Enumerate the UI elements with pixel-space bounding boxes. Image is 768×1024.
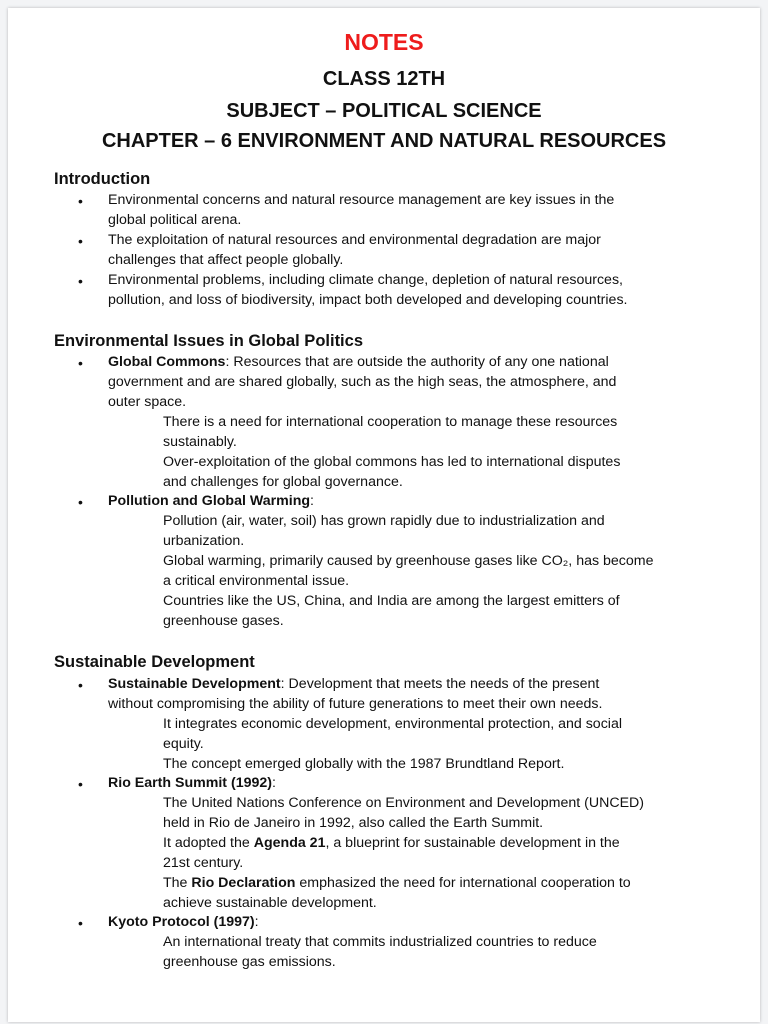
intro-line: Environmental concerns and natural resource management are key issues in the xyxy=(108,192,615,208)
rio-declaration-term: Rio Declaration xyxy=(191,875,296,891)
chapter-heading: CHAPTER – 6 ENVIRONMENT AND NATURAL RESOURCES xyxy=(101,130,667,152)
bullet-icon: • xyxy=(78,193,83,209)
rio-sub xyxy=(163,833,620,853)
text: , a blueprint for sustainable development in the xyxy=(325,835,620,851)
intro-line: Environmental problems, including climate change, depletion of natural resources, xyxy=(108,272,623,288)
sd-sub: equity. xyxy=(163,736,204,752)
sd-sub: It integrates economic development, environmental protection, and social xyxy=(163,716,622,732)
intro-line: The exploitation of natural resources and environmental degradation are major xyxy=(108,232,601,248)
rio-sub xyxy=(163,873,631,893)
pollution-sub: urbanization. xyxy=(163,533,245,549)
bullet-icon: • xyxy=(78,355,83,371)
kyoto-sub: An international treaty that commits industrialized countries to reduce xyxy=(163,934,597,950)
notes-title: NOTES xyxy=(344,29,424,55)
rio-sub: 21st century. xyxy=(163,855,244,871)
intro-line: global political arena. xyxy=(108,212,242,228)
sd-term: Sustainable Development xyxy=(108,676,281,692)
pollution-term: Pollution and Global Warming xyxy=(108,493,311,509)
pollution-sub: greenhouse gases. xyxy=(163,613,284,629)
global-commons-sub: sustainably. xyxy=(163,434,237,450)
global-commons-sub: There is a need for international cooperation to manage these resources xyxy=(163,414,618,430)
colon: : xyxy=(271,775,276,791)
sd-line: without compromising the ability of future generations to meet their own needs. xyxy=(108,696,603,712)
agenda-term: Agenda 21 xyxy=(253,835,326,851)
pollution-sub: Global warming, primarily caused by greenhouse gases like CO₂, has become xyxy=(163,553,654,569)
kyoto-line xyxy=(108,912,259,932)
colon: : xyxy=(310,493,314,509)
pollution-sub: a critical environmental issue. xyxy=(163,573,350,589)
subject-heading: SUBJECT – POLITICAL SCIENCE xyxy=(226,100,542,122)
global-commons-def: : Resources that are outside the authority of any one national xyxy=(225,354,609,370)
rio-term: Rio Earth Summit (1992) xyxy=(108,775,272,791)
kyoto-term: Kyoto Protocol (1997) xyxy=(108,914,255,930)
global-commons-line xyxy=(108,352,609,372)
introduction-heading: Introduction xyxy=(54,170,151,188)
global-commons-sub: and challenges for global governance. xyxy=(163,474,403,490)
sd-sub: The concept emerged globally with the 1987 Brundtland Report. xyxy=(163,756,565,772)
text: It adopted the xyxy=(163,835,254,851)
intro-line: pollution, and loss of biodiversity, impact both developed and developing countries. xyxy=(108,292,628,308)
class-heading: CLASS 12TH xyxy=(322,68,446,90)
bullet-icon: • xyxy=(78,776,83,792)
rio-sub: The United Nations Conference on Environment and Development (UNCED) xyxy=(163,795,645,811)
bullet-icon: • xyxy=(78,494,83,510)
pollution-sub: Countries like the US, China, and India are among the largest emitters of xyxy=(163,593,620,609)
text: The xyxy=(163,875,192,891)
kyoto-sub: greenhouse gas emissions. xyxy=(163,954,336,970)
global-commons-term: Global Commons xyxy=(108,354,226,370)
rio-line xyxy=(108,773,276,793)
colon: : xyxy=(254,914,259,930)
sustainable-heading: Sustainable Development xyxy=(54,653,255,671)
global-commons-line: outer space. xyxy=(108,394,187,410)
issues-heading: Environmental Issues in Global Politics xyxy=(54,332,363,350)
bullet-icon: • xyxy=(78,233,83,249)
pollution-line xyxy=(108,491,314,511)
global-commons-line: government and are shared globally, such as the high seas, the atmosphere, and xyxy=(108,374,617,390)
rio-sub: achieve sustainable development. xyxy=(163,895,377,911)
pollution-sub: Pollution (air, water, soil) has grown rapidly due to industrialization and xyxy=(163,513,605,529)
global-commons-sub: Over-exploitation of the global commons has led to international disputes xyxy=(163,454,621,470)
sd-line xyxy=(108,674,599,694)
text: emphasized the need for international cooperation to xyxy=(295,875,631,891)
bullet-icon: • xyxy=(78,677,83,693)
rio-sub: held in Rio de Janeiro in 1992, also called the Earth Summit. xyxy=(163,815,544,831)
intro-line: challenges that affect people globally. xyxy=(108,252,344,268)
bullet-icon: • xyxy=(78,915,83,931)
bullet-icon: • xyxy=(78,273,83,289)
document-page xyxy=(8,8,760,1022)
sd-def: : Development that meets the needs of the present xyxy=(280,676,600,692)
